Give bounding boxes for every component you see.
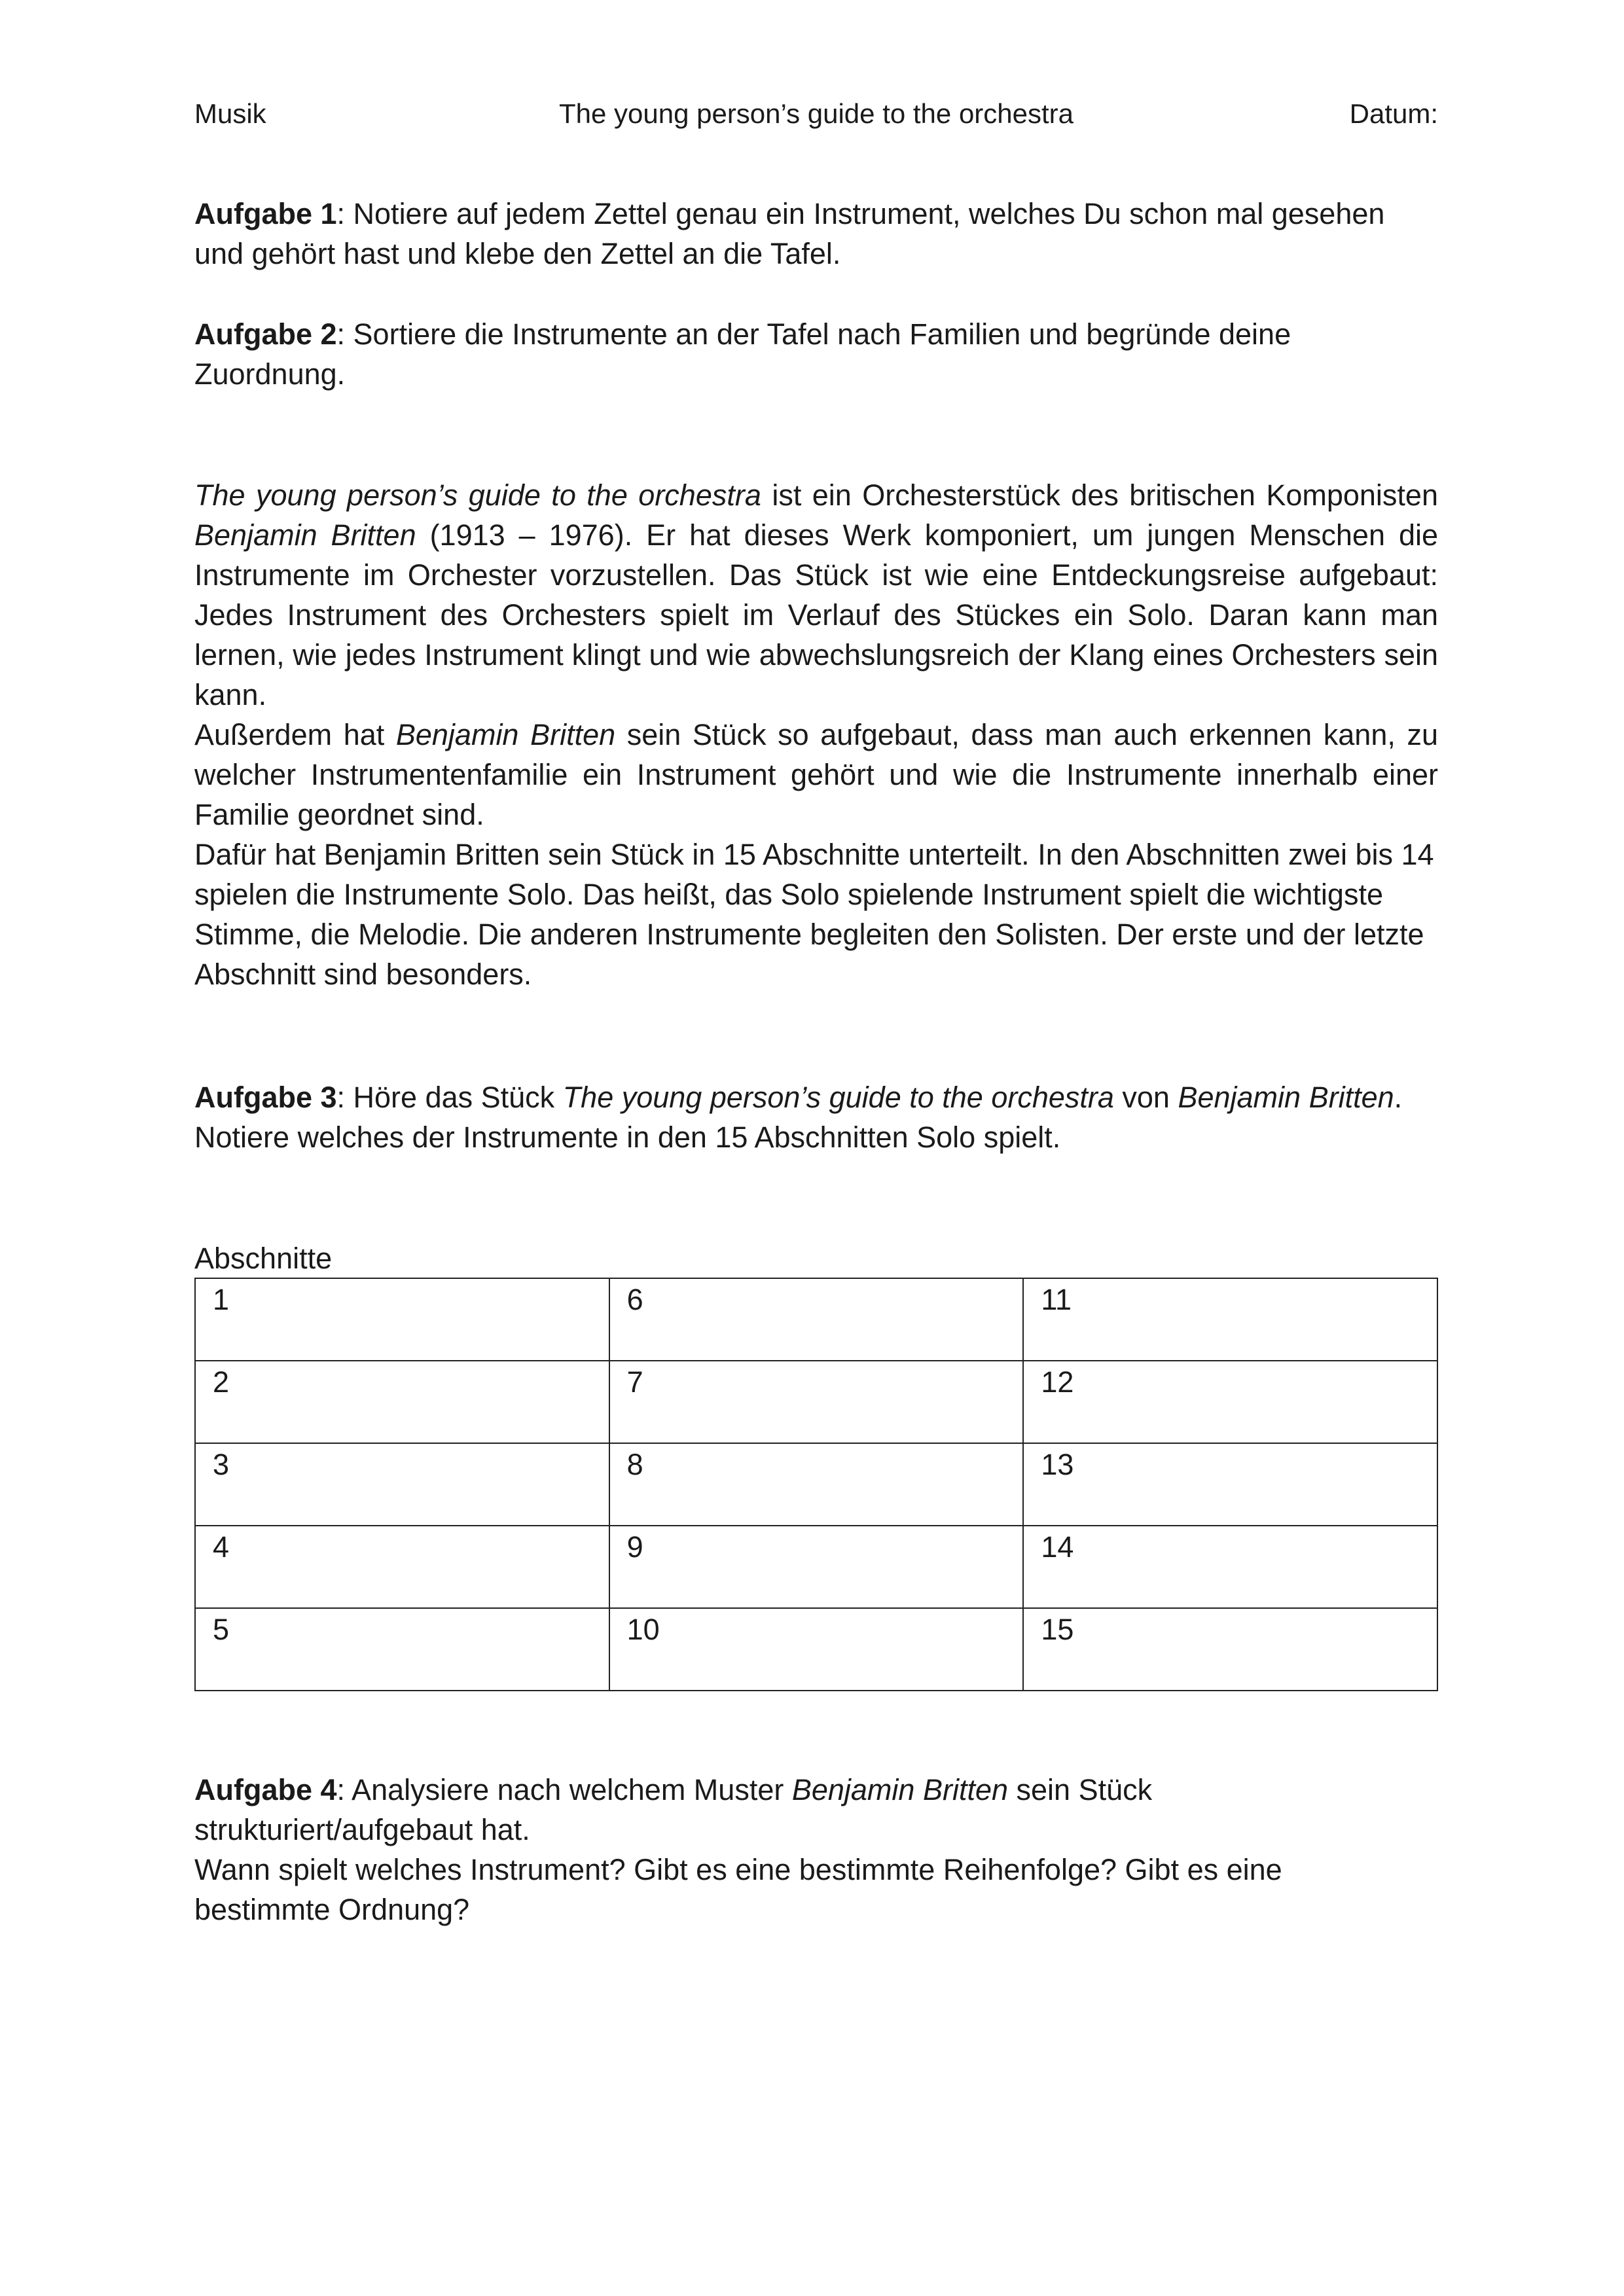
- table-caption: Abschnitte: [194, 1242, 333, 1275]
- table-cell[interactable]: 1: [195, 1278, 609, 1361]
- task-2: [194, 314, 1438, 394]
- table-row: [195, 1608, 1437, 1691]
- task-4-text-b: sein Stück strukturiert/aufgebaut hat.: [194, 1773, 1153, 1846]
- table-cell[interactable]: 4: [195, 1526, 609, 1608]
- task-2-label: Aufgabe 2: [194, 317, 337, 351]
- piece-title: The young person’s guide to the orchestra: [562, 1081, 1114, 1114]
- intro-p1-a: ist ein Orchesterstück des britischen Komponisten: [761, 478, 1438, 512]
- table-cell[interactable]: 7: [609, 1361, 1024, 1443]
- page-header: [194, 98, 1438, 137]
- sections-table: [194, 1278, 1438, 1691]
- table-row: [195, 1443, 1437, 1526]
- task-4-text-a: : Analysiere nach welchem Muster: [336, 1773, 792, 1806]
- intro-paragraph-1: [194, 475, 1438, 715]
- table-row: [195, 1526, 1437, 1608]
- task-4: [194, 1770, 1438, 1929]
- task-3-line-2: Notiere welches der Instrumente in den 15 Abschnitten Solo spielt.: [194, 1121, 1061, 1154]
- composer-name: Benjamin Britten: [791, 1773, 1009, 1806]
- subject-label: Musik: [194, 98, 266, 129]
- table-cell[interactable]: 13: [1023, 1443, 1437, 1526]
- table-cell[interactable]: 5: [195, 1608, 609, 1691]
- table-cell[interactable]: 2: [195, 1361, 609, 1443]
- table-row: [195, 1361, 1437, 1443]
- table-row: [195, 1278, 1437, 1361]
- table-cell[interactable]: 12: [1023, 1361, 1437, 1443]
- task-3: [194, 1077, 1438, 1157]
- table-cell[interactable]: 15: [1023, 1608, 1437, 1691]
- task-1-text: : Notiere auf jedem Zettel genau ein Instrument, welches Du schon mal gesehen und gehört hast und klebe den Zettel an die Tafel.: [194, 197, 1385, 270]
- piece-title: The young person’s guide to the orchestra: [194, 478, 761, 512]
- task-1: [194, 194, 1438, 274]
- composer-name: Benjamin Britten: [1178, 1081, 1394, 1114]
- task-3-text-c: .: [1394, 1081, 1403, 1114]
- table-cell[interactable]: 3: [195, 1443, 609, 1526]
- date-label: Datum:: [1349, 98, 1438, 129]
- task-2-text: : Sortiere die Instrumente an der Tafel nach Familien und begründe deine Zuordnung.: [194, 317, 1291, 391]
- intro-p2-b: sein Stück so aufgebaut, dass man auch erkennen kann, zu welcher Instrumentenfamilie ein Instrument gehört und wie die Instrumente innerhalb einer Familie geordnet sind.: [194, 718, 1438, 831]
- task-3-label: Aufgabe 3: [194, 1081, 337, 1114]
- intro-p1-b: (1913 – 1976). Er hat dieses Werk komponiert, um jungen Menschen die Instrumente im Orchester vorzustellen. Das Stück ist wie eine Entdeckungsreise aufgebaut: Jedes Instrument des Orchesters spielt im Verlauf des Stückes ein Solo. Daran kann man lernen, wie jedes Instrument klingt und wie abwechslungsreich der Klang eines Orchesters sein kann.: [194, 518, 1438, 711]
- composer-name: Benjamin Britten: [194, 518, 416, 552]
- table-cell[interactable]: 9: [609, 1526, 1024, 1608]
- task-4-label: Aufgabe 4: [194, 1773, 337, 1806]
- task-3-text-a: : Höre das Stück: [336, 1081, 563, 1114]
- table-cell[interactable]: 6: [609, 1278, 1024, 1361]
- intro-paragraph-3: Dafür hat Benjamin Britten sein Stück in 15 Abschnitte unterteilt. In den Abschnitten zwei bis 14 spielen die Instrumente Solo. Das heißt, das Solo spielende Instrument spielt die wichtigste Stimme, die Melodie. Die anderen Instrumente begleiten den Solisten. Der erste und der letzte Abschnitt sind besonders.: [194, 838, 1434, 991]
- table-cell[interactable]: 14: [1023, 1526, 1437, 1608]
- task-4-line-2: Wann spielt welches Instrument? Gibt es eine bestimmte Reihenfolge? Gibt es eine bestimmte Ordnung?: [194, 1853, 1282, 1926]
- task-1-label: Aufgabe 1: [194, 197, 337, 230]
- worksheet-title: The young person’s guide to the orchestra: [558, 98, 1074, 129]
- intro-paragraph-2: [194, 715, 1438, 834]
- task-3-text-b: von: [1113, 1081, 1178, 1114]
- intro-text: [194, 475, 1438, 994]
- composer-name: Benjamin Britten: [395, 718, 616, 751]
- table-cell[interactable]: 10: [609, 1608, 1024, 1691]
- table-cell[interactable]: 8: [609, 1443, 1024, 1526]
- table-cell[interactable]: 11: [1023, 1278, 1437, 1361]
- intro-p2-a: Außerdem hat: [194, 718, 396, 751]
